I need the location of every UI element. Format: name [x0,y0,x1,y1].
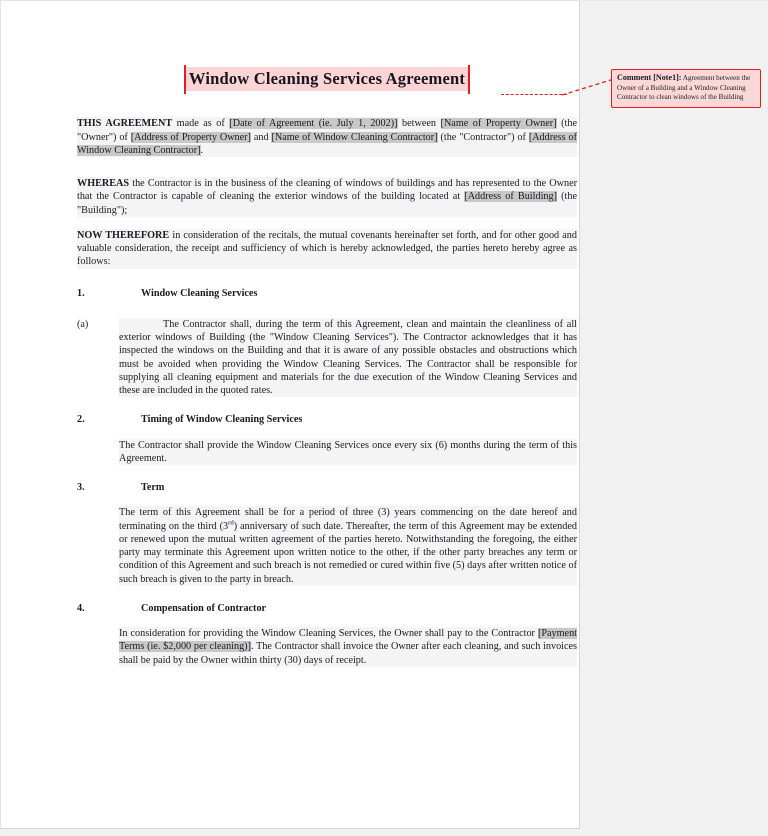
clause-3-body-part-a: The term of this Agreement shall be for a period of three (3) years commencing on the date hereof and terminating on the third (3 [119,507,577,532]
comment-connector-line [501,94,567,95]
paragraph-now-therefore [77,229,577,269]
clause-3-number: 3. [77,482,85,494]
clause-1-heading: Window Cleaning Services [141,287,258,299]
clause-1-sub-a [77,318,577,398]
now-therefore-lead: NOW THEREFORE [77,229,170,241]
page-title[interactable]: Window Cleaning Services Agreement [185,67,469,91]
paragraph-preamble [77,117,577,157]
field-name-of-property-owner[interactable]: [Name of Property Owner] [440,118,557,130]
clause-2 [77,413,577,426]
paragraph-whereas [77,177,577,217]
clause-1-number: 1. [77,287,85,299]
clause-2-heading: Timing of Window Cleaning Services [141,414,303,426]
clause-4 [77,602,577,615]
clause-4-body-part-a: In consideration for providing the Window Cleaning Services, the Owner shall pay to the Contractor [119,628,538,640]
whereas-text-2: (the "Building"); [77,191,577,216]
title-row [77,67,577,91]
comment-balloon[interactable] [611,69,761,108]
field-name-of-contractor[interactable]: [Name of Window Cleaning Contractor] [271,131,438,143]
field-address-of-property-owner[interactable]: [Address of Property Owner] [130,131,251,143]
clause-4-body [119,627,577,667]
preamble-text-4: and [250,131,272,143]
clause-3 [77,481,577,494]
field-date-of-agreement[interactable]: [Date of Agreement (ie. July 1, 2002)] [229,118,398,130]
markup-margin-area [581,0,768,829]
field-address-of-building[interactable]: [Address of Building] [464,191,557,203]
clause-2-number: 2. [77,414,85,426]
clause-3-body [119,506,577,586]
preamble-text-3: (the "Owner") of [77,118,577,143]
clause-4-heading: Compensation of Contractor [141,602,267,614]
now-therefore-text: in consideration of the recitals, the mutual covenants hereinafter set forth, and for other good and valuable consideration, the receipt and sufficiency of which is hereby acknowledged, the parties hereto hereby agree as follows: [77,229,577,268]
clause-1 [77,287,577,300]
comment-label: Comment [Note1]: [617,73,682,82]
document-body [77,67,577,681]
clause-4-number: 4. [77,602,85,614]
whereas-lead: WHEREAS [77,178,130,190]
field-address-of-contractor[interactable]: [Address of Window Cleaning Contractor] [77,131,577,156]
clause-2-body: The Contractor shall provide the Window Cleaning Services once every six (6) months during the term of this Agreement. [119,439,577,464]
clause-3-body-part-b: ) anniversary of such date. Thereafter, the term of this Agreement may be extended or renewed upon the mutual written agreement of the parties hereto. Notwithstanding the foregoing, the either party may terminate this Agreement upon written notice to the other, if the other party breaches any term or condition of this Agreement and such breach is not remedied or cured within five (5) days after written notice of such breach is given to the party in breach. [119,520,577,585]
clause-1-sub-a-label: (a) [77,318,89,330]
clause-3-heading: Term [141,482,165,494]
preamble-lead: THIS AGREEMENT [77,118,173,130]
field-payment-terms[interactable]: [Payment Terms (ie. $2,000 per cleaning)] [119,628,577,653]
clause-1-sub-a-text: The Contractor shall, during the term of this Agreement, clean and maintain the cleanliness of all exterior windows of Building (the "Window Cleaning Services"). The Contractor acknowledges that it has inspected the windows on the Building and that it is aware of any possible obstacles and obstructions which must be avoided when providing the Window Cleaning Services. The Contractor shall be responsible for supplying all cleaning equipment and materials for the due execution of the Window Cleaning Services and these are included in the quoted rates. [119,318,577,397]
preamble-text-6: . [200,144,204,156]
whereas-text-1: the Contractor is in the business of the cleaning of windows of buildings and has represented to the Owner that the Contractor is capable of cleaning the exterior windows of the building located at [77,178,577,203]
clause-4-body-part-b: . The Contractor shall invoice the Owner after each cleaning, and such invoices shall be paid by the Owner within thirty (30) days of receipt. [119,641,578,666]
preamble-text-5: (the "Contractor") of [437,131,529,143]
preamble-text-1: made as of [172,118,230,130]
clause-3-ordinal-suffix: rd [228,519,234,527]
comment-text: Agreement between the Owner of a Building and a Window Cleaning Contractor to clean windows of the Building [617,74,751,102]
preamble-text-2: between [397,118,441,130]
